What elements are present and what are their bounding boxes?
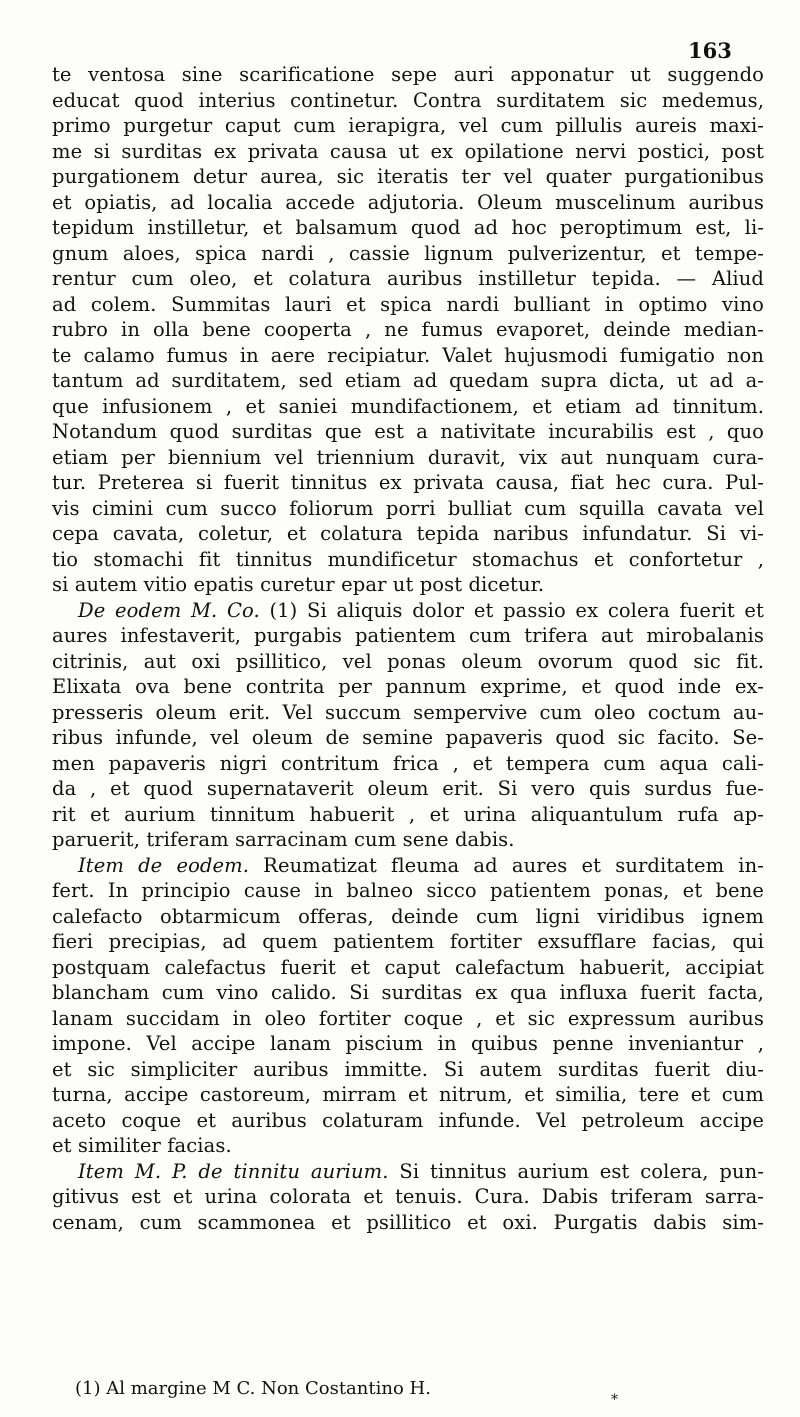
- text-line: rentur cum oleo, et colatura auribus instilletur tepida. — Aliud: [52, 267, 764, 290]
- text-run: Si tinnitus aurium est colera, pun-: [388, 1159, 764, 1183]
- text-run: Reumatizat fleuma ad aures et surditatem in-: [249, 853, 764, 877]
- text-line: te ventosa sine scarificatione sepe auri apponatur ut suggendo: [52, 63, 764, 86]
- text-line: si autem vitio epatis curetur epar ut post dicetur.: [52, 573, 545, 596]
- text-line: cenam, cum scammonea et psillitico et oxi. Purgatis dabis sim-: [52, 1210, 764, 1234]
- section-heading: De eodem M. Co.: [78, 598, 260, 622]
- text-line: ribus infunde, vel oleum de semine papaveris quod sic facito. Se-: [52, 726, 764, 749]
- text-line: citrinis, aut oxi psillitico, vel ponas oleum ovorum quod sic fit.: [52, 649, 764, 673]
- paragraph-first-line: [52, 853, 764, 879]
- text-line: et similiter facias.: [52, 1134, 232, 1157]
- text-line: me si surditas ex privata causa ut ex opilatione nervi postici, post: [52, 139, 764, 163]
- text-line: postquam calefactus fuerit et caput calefactum habuerit, accipiat: [52, 955, 764, 979]
- text-line: presseris oleum erit. Vel succum sempervive cum oleo coctum au-: [52, 700, 764, 724]
- text-line: Notandum quod surditas que est a nativitate incurabilis est , quo: [52, 420, 764, 443]
- text-line: tantum ad surditatem, sed etiam ad quedam supra dicta, ut ad a-: [52, 369, 764, 392]
- signature-mark: *: [611, 1392, 618, 1408]
- text-line: fieri precipias, ad quem patientem fortiter exsufflare facias, qui: [52, 930, 764, 953]
- page-number: 163: [688, 38, 732, 63]
- text-line: paruerit, triferam sarracinam cum sene dabis.: [52, 828, 515, 851]
- footnote: (1) Al margine M C. Non Costantino H.: [75, 1378, 431, 1399]
- text-line: gnum aloes, spica nardi , cassie lignum pulverizentur, et tempe-: [52, 241, 764, 265]
- paragraph-first-line: [52, 598, 764, 624]
- paragraph-first-line: [52, 1159, 764, 1185]
- text-line: da , et quod supernataverit oleum erit. Si vero quis surdus fue-: [52, 777, 764, 800]
- text-line: tepidum instilletur, et balsamum quod ad hoc peroptimum est, li-: [52, 216, 764, 239]
- text-line: men papaveris nigri contritum frica , et tempera cum aqua cali-: [52, 751, 764, 775]
- text-line: lanam succidam in oleo fortiter coque , et sic expressum auribus: [52, 1006, 764, 1030]
- text-line: etiam per biennium vel triennium duravit, vix aut nunquam cura-: [52, 445, 764, 469]
- text-line: turna, accipe castoreum, mirram et nitrum, et similia, tere et cum: [52, 1083, 764, 1106]
- section-heading: Item M. P. de tinnitu aurium.: [78, 1159, 389, 1183]
- text-line: Elixata ova bene contrita per pannum exprime, et quod inde ex-: [52, 675, 764, 698]
- text-line: rit et aurium tinnitum habuerit , et urina aliquantulum rufa ap-: [52, 802, 764, 826]
- text-line: aceto coque et auribus colaturam infunde. Vel petroleum accipe: [52, 1108, 764, 1132]
- text-line: rubro in olla bene cooperta , ne fumus evaporet, deinde median-: [52, 318, 764, 341]
- text-line: calefacto obtarmicum offeras, deinde cum ligni viridibus ignem: [52, 904, 764, 928]
- text-line: te calamo fumus in aere recipiatur. Valet hujusmodi fumigatio non: [52, 343, 764, 367]
- text-line: tur. Preterea si fuerit tinnitus ex privata causa, fiat hec cura. Pul-: [52, 471, 764, 494]
- text-line: primo purgetur caput cum ierapigra, vel cum pillulis aureis maxi-: [52, 114, 764, 137]
- text-line: ad colem. Summitas lauri et spica nardi bulliant in optimo vino: [52, 292, 764, 316]
- text-line: gitivus est et urina colorata et tenuis. Cura. Dabis triferam sarra-: [52, 1185, 764, 1208]
- text-line: tio stomachi fit tinnitus mundificetur stomachus et confortetur ,: [52, 547, 764, 571]
- body-text: [52, 62, 764, 1235]
- text-line: educat quod interius continetur. Contra surditatem sic medemus,: [52, 88, 764, 112]
- text-run: (1) Si aliquis dolor et passio ex colera fuerit et: [259, 598, 764, 622]
- text-line: aures infestaverit, purgabis patientem cum trifera aut mirobalanis: [52, 624, 764, 647]
- text-line: cepa cavata, coletur, et colatura tepida naribus infundatur. Si vi-: [52, 522, 764, 545]
- text-line: blancham cum vino calido. Si surditas ex qua influxa fuerit facta,: [52, 981, 764, 1004]
- section-heading: Item de eodem.: [78, 853, 250, 877]
- text-line: purgationem detur aurea, sic iteratis ter vel quater purgationibus: [52, 165, 764, 188]
- text-line: fert. In principio cause in balneo sicco patientem ponas, et bene: [52, 879, 764, 902]
- text-line: et opiatis, ad localia accede adjutoria. Oleum muscelinum auribus: [52, 190, 764, 214]
- text-line: impone. Vel accipe lanam piscium in quibus penne inveniantur ,: [52, 1032, 764, 1055]
- text-line: vis cimini cum succo foliorum porri bulliat cum squilla cavata vel: [52, 496, 764, 520]
- text-line: et sic simpliciter auribus immitte. Si autem surditas fuerit diu-: [52, 1057, 764, 1081]
- text-line: que infusionem , et saniei mundifactionem, et etiam ad tinnitum.: [52, 394, 764, 418]
